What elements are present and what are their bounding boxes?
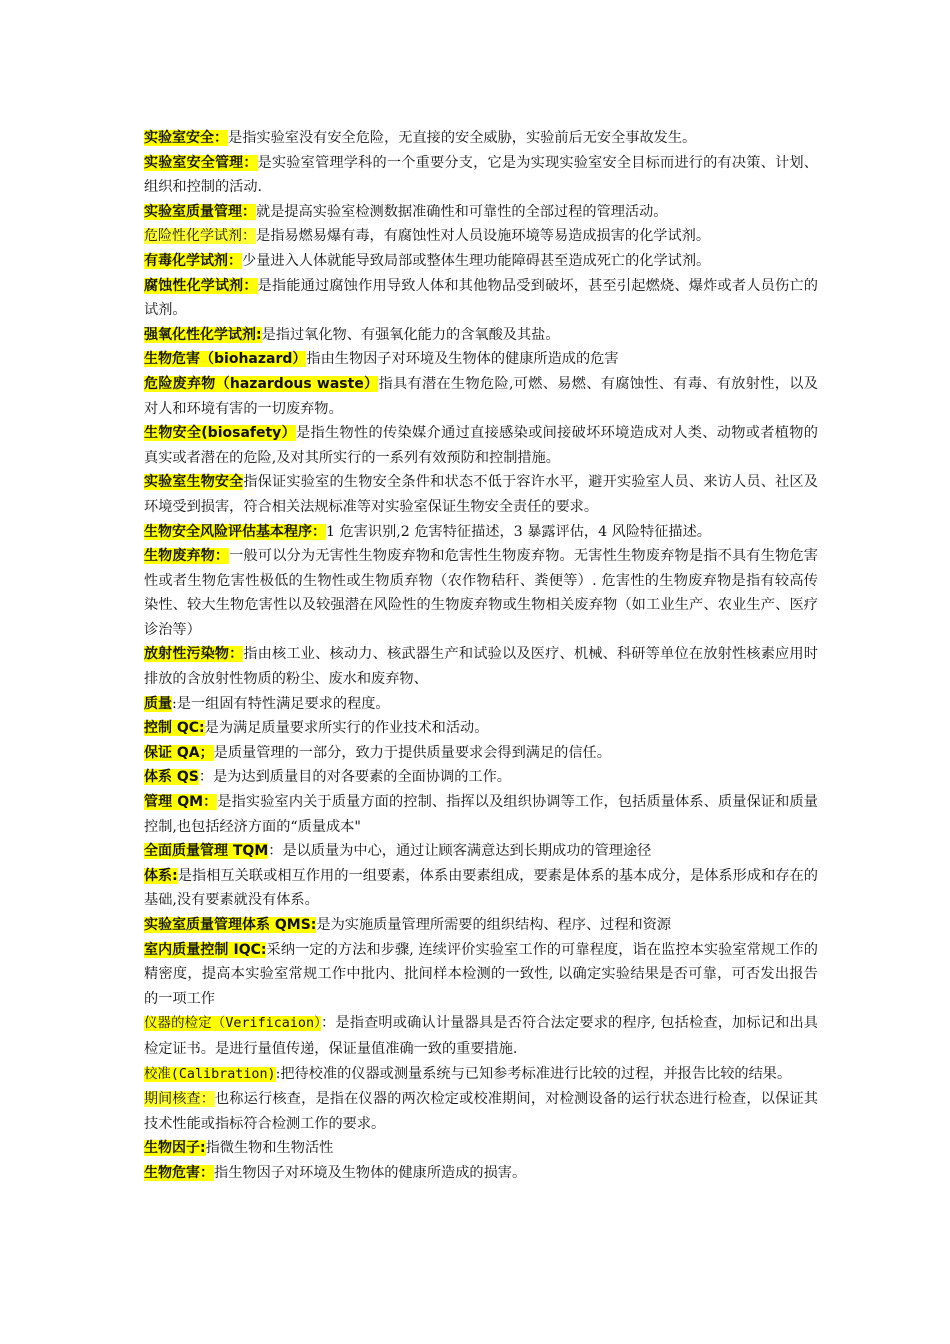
- glossary-entry: [144, 249, 818, 274]
- glossary-definition: 指由生物因子对环境及生物体的健康所造成的危害: [306, 351, 619, 368]
- glossary-entry: [144, 224, 818, 249]
- glossary-term: 实验室质量管理体系 QMS:: [144, 917, 317, 933]
- glossary-entry: [144, 913, 818, 938]
- glossary-term: 生物危害：: [144, 1164, 214, 1181]
- glossary-entry: [144, 126, 818, 151]
- glossary-definition: 是为实施质量管理所需要的组织结构、程序、过程和资源: [316, 917, 672, 933]
- glossary-term: 放射性污染物：: [144, 646, 244, 663]
- glossary-entry: [144, 151, 818, 200]
- glossary-term: 体系:: [144, 867, 178, 884]
- glossary-entry: [144, 839, 818, 864]
- glossary-entry: [144, 642, 818, 691]
- glossary-definition: 指微生物和生物活性: [205, 1140, 334, 1157]
- glossary-entry: [144, 1161, 818, 1186]
- glossary-term: 生物废弃物：: [144, 548, 230, 565]
- glossary-term: 室内质量控制 IQC:: [144, 941, 267, 958]
- glossary-entry: [144, 1087, 818, 1136]
- glossary-term: 校准(Calibration): [144, 1066, 276, 1082]
- glossary-term: 生物因子:: [144, 1140, 206, 1157]
- glossary-term: 实验室安全管理：: [144, 154, 258, 171]
- glossary-definition: ：是指查明或确认计量器具是否符合法定要求的程序, 包括检查，加标记和出具检定证书。是进行量值传递，保证量值准确一致的重要措施.: [144, 1015, 818, 1057]
- glossary-term: 期间核查：: [144, 1091, 215, 1108]
- glossary-entry: [144, 470, 818, 519]
- glossary-definition: 是实验室管理学科的一个重要分支，它是为实现实验室安全目标而进行的有决策、计划、组织和控制的活动.: [144, 154, 818, 196]
- glossary-definition: ：是为达到质量目的对各要素的全面协调的工作。: [198, 769, 511, 786]
- glossary-term: 生物危害（biohazard）: [144, 351, 307, 368]
- glossary-term: 全面质量管理 TQM: [144, 843, 269, 860]
- glossary-term: 控制 QC:: [144, 720, 205, 737]
- glossary-entry: [144, 1136, 818, 1161]
- glossary-term: 强氧化性化学试剂:: [144, 326, 262, 343]
- glossary-term: 腐蚀性化学试剂：: [144, 277, 258, 294]
- glossary-term: 实验室安全：: [144, 130, 228, 146]
- glossary-definition: 是指相互关联或相互作用的一组要素，体系由要素组成，要素是体系的基本成分，是体系形成和存在的基础,没有要素就没有体系。: [144, 867, 818, 909]
- glossary-term: 仪器的检定（Verificaion）: [144, 1016, 322, 1032]
- glossary-definition: ：是以质量为中心，通过让顾客满意达到长期成功的管理途径: [268, 843, 652, 860]
- glossary-term: 生物安全(biosafety）: [144, 425, 296, 442]
- glossary-definition: 指保证实验室的生物安全条件和状态不低于容许水平，避开实验室人员、来访人员、社区及环境受到损害，符合相关法规标准等对实验室保证生物安全责任的要求。: [144, 474, 818, 515]
- glossary-term: 管理 QM：: [144, 794, 218, 811]
- glossary-definition: 少量进入人体就能导致局部或整体生理功能障碍甚至造成死亡的化学试剂。: [242, 252, 711, 269]
- glossary-definition: :是一组固有特性满足要求的程度。: [172, 695, 390, 712]
- glossary-entry: [144, 421, 818, 470]
- glossary-definition: 是指易燃易爆有毒，有腐蚀性对人员设施环境等易造成损害的化学试剂。: [256, 228, 711, 245]
- glossary-term: 实验室生物安全: [144, 474, 244, 491]
- glossary-entry: [144, 274, 818, 323]
- glossary-entry: [144, 323, 818, 348]
- glossary-term: 危险性化学试剂：: [144, 228, 256, 245]
- glossary-definition: 指生物因子对环境及生物体的健康所造成的损害。: [214, 1164, 527, 1181]
- glossary-definition: 是为满足质量要求所实行的作业技术和活动。: [204, 720, 489, 737]
- glossary-entry: [144, 790, 818, 839]
- glossary-entry: [144, 347, 818, 372]
- glossary-entry: [144, 938, 818, 1012]
- glossary-entry: [144, 200, 818, 225]
- glossary-definition: 指具有潜在生物危险,可燃、易燃、有腐蚀性、有毒、有放射性，以及对人和环境有害的一切废弃物。: [144, 375, 818, 417]
- glossary-content: [144, 126, 818, 1186]
- glossary-entry: [144, 741, 818, 766]
- glossary-term: 质量: [144, 695, 172, 712]
- glossary-definition: 是质量管理的一部分，致力于提供质量要求会得到满足的信任。: [213, 744, 611, 761]
- glossary-entry: [144, 372, 818, 421]
- glossary-term: 生物安全风险评估基本程序：: [144, 523, 326, 540]
- glossary-definition: 指由核工业、核动力、核武器生产和试验以及医疗、机械、科研等单位在放射性核素应用时排放的含放射性物质的粉尘、废水和废弃物、: [144, 646, 818, 688]
- glossary-term: 有毒化学试剂：: [144, 252, 242, 269]
- glossary-term: 保证 QA；: [144, 744, 214, 761]
- glossary-entry: [144, 716, 818, 741]
- glossary-entry: [144, 1011, 818, 1061]
- glossary-entry: [144, 1062, 818, 1088]
- glossary-term: 危险废弃物（hazardous waste）: [144, 375, 379, 392]
- glossary-entry: [144, 692, 818, 717]
- glossary-definition: 是指实验室没有安全危险，无直接的安全威胁，实验前后无安全事故发生。: [228, 130, 697, 146]
- glossary-entry: [144, 864, 818, 913]
- glossary-definition: 采纳一定的方法和步骤, 连续评价实验室工作的可靠程度，诣在监控本实验室常规工作的精密度，提高本实验室常规工作中批内、批间样本检测的一致性, 以确定实验结果是否可靠，可否发出报告的一项工作: [144, 941, 818, 1007]
- glossary-term: 体系 QS: [144, 769, 199, 786]
- glossary-definition: 是指过氧化物、有强氧化能力的含氧酸及其盐。: [261, 326, 560, 343]
- glossary-definition: 是指生物性的传染媒介通过直接感染或间接破坏环境造成对人类、动物或者植物的真实或者潜在的危险,及对其所实行的一系列有效预防和控制措施。: [144, 425, 818, 466]
- glossary-entry: [144, 765, 818, 790]
- glossary-definition: 一般可以分为无害性生物废弃物和危害性生物废弃物。无害性生物废弃物是指不具有生物危害性或者生物危害性极低的生物性或生物质弃物（农作物秸秆、粪便等）. 危害性的生物废弃物是指有较高传染性、较大生物危害性以及较强潜在风险性的生物废弃物或生物相关废弃物（如工业生产、农业生产、医疗诊治等）: [144, 548, 818, 638]
- glossary-definition: :把待校准的仪器或测量系统与已知参考标准进行比较的过程，并报告比较的结果。: [275, 1065, 792, 1082]
- glossary-definition: 1 危害识别,2 危害特征描述，3 暴露评估，4 风险特征描述。: [326, 523, 711, 540]
- glossary-definition: 也称运行核查，是指在仪器的两次检定或校准期间，对检测设备的运行状态进行检查，以保证其技术性能或指标符合检测工作的要求。: [144, 1091, 818, 1132]
- glossary-definition: 是指实验室内关于质量方面的控制、指挥以及组织协调等工作，包括质量体系、质量保证和质量控制,也包括经济方面的“质量成本": [144, 794, 818, 835]
- glossary-definition: 是指能通过腐蚀作用导致人体和其他物品受到破坏，甚至引起燃烧、爆炸或者人员伤亡的试剂。: [144, 277, 818, 319]
- glossary-definition: 就是提高实验室检测数据准确性和可靠性的全部过程的管理活动。: [256, 203, 668, 220]
- glossary-term: 实验室质量管理：: [144, 203, 256, 220]
- glossary-entry: [144, 520, 818, 545]
- glossary-entry: [144, 544, 818, 642]
